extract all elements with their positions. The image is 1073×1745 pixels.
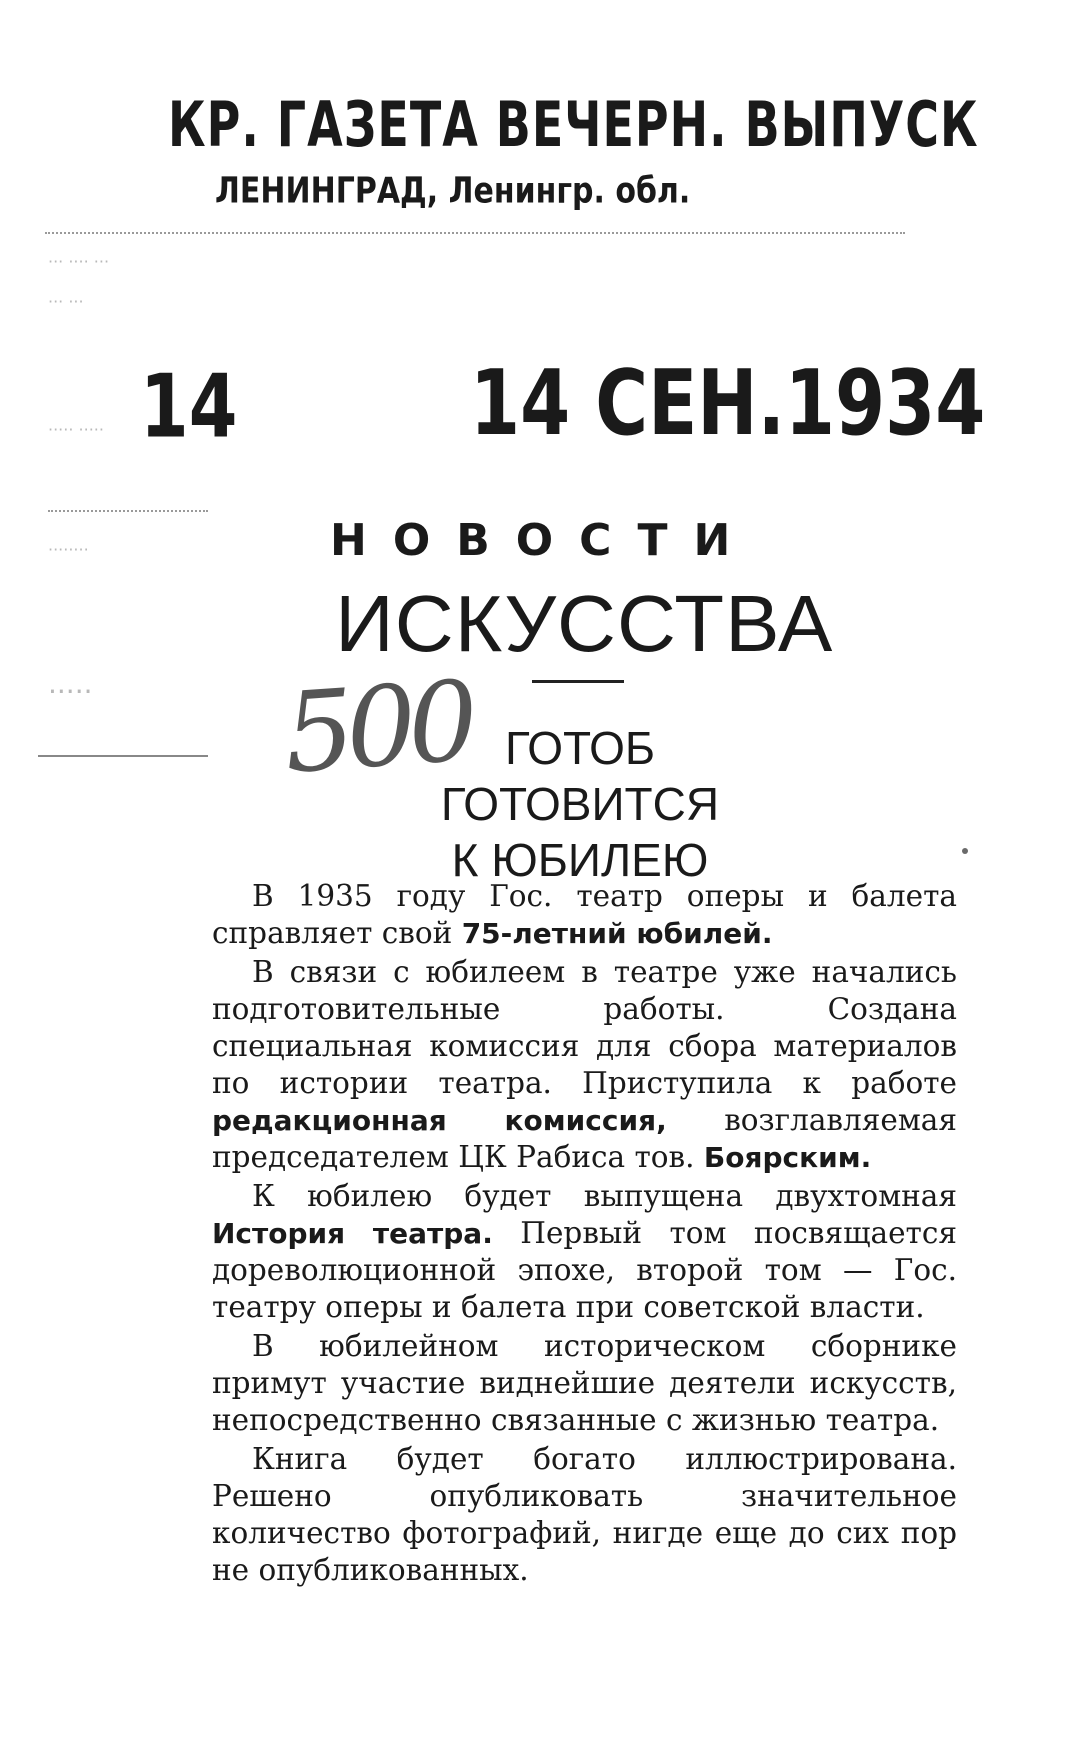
city-stamp: ЛЕНИНГРАД, Ленингр. обл.: [215, 170, 691, 212]
paragraph: В 1935 году Гос. театр оперы и балета справляет свой 75-летний юбилей.: [212, 879, 957, 950]
date-year: 1934: [784, 350, 986, 455]
date-month: СЕН.: [595, 350, 785, 455]
faint-mark: ··· ···· ···: [48, 252, 110, 271]
handwritten-note: 500: [280, 657, 475, 798]
paragraph: В юбилейном историческом сборнике примут участие виднейшие деятели искусств, непосредственно связанные с жизнью театра.: [212, 1329, 957, 1437]
ink-speck: [962, 848, 968, 854]
faint-mark: ····· ·····: [48, 420, 104, 439]
faint-mark: ········: [48, 540, 89, 559]
headline-line-1: ГОТОБ: [504, 722, 656, 774]
emphasis: редакционная комиссия,: [212, 1104, 667, 1137]
article-body: [212, 878, 957, 1591]
separator-rule-side: [38, 755, 208, 757]
emphasis: История театра.: [212, 1217, 493, 1250]
emphasis: 75-летний юбилей.: [461, 917, 773, 950]
faint-mark: ·····: [48, 675, 93, 708]
emphasis: Боярским.: [703, 1141, 872, 1174]
article-headline: [380, 720, 780, 888]
separator-rule-left: [48, 510, 208, 512]
date-stamp: [470, 350, 985, 455]
newspaper-name-stamp: КР. ГАЗЕТА ВЕЧЕРН. ВЫПУСК: [168, 88, 979, 161]
rubric-news: НОВОСТИ: [330, 515, 757, 566]
rubric-arts: ИСКУССТВА: [335, 579, 834, 668]
paragraph: К юбилею будет выпущена двухтомная История театра. Первый том посвящается дореволюционной эпохе, второй том — Гос. театру оперы и балета при советской власти.: [212, 1179, 957, 1324]
issue-number: 14: [140, 355, 238, 458]
separator-rule-top: [45, 232, 905, 234]
headline-line-3: К ЮБИЛЕЮ: [451, 834, 709, 886]
paragraph: В связи с юбилеем в театре уже начались подготовительные работы. Создана специальная комиссия для сбора материалов по истории театра. Приступила к работе редакционная комиссия, возглавляемая председателем ЦК Рабиса тов. Боярским.: [212, 955, 957, 1174]
rubric-divider: [532, 680, 624, 683]
headline-line-2: ГОТОВИТСЯ: [440, 778, 720, 830]
paragraph: Книга будет богато иллюстрирована. Решено опубликовать значительное количество фотографий, нигде еще до сих пор не опубликованных.: [212, 1442, 957, 1587]
date-day: 14: [470, 350, 571, 455]
faint-mark: ··· ···: [48, 292, 84, 311]
